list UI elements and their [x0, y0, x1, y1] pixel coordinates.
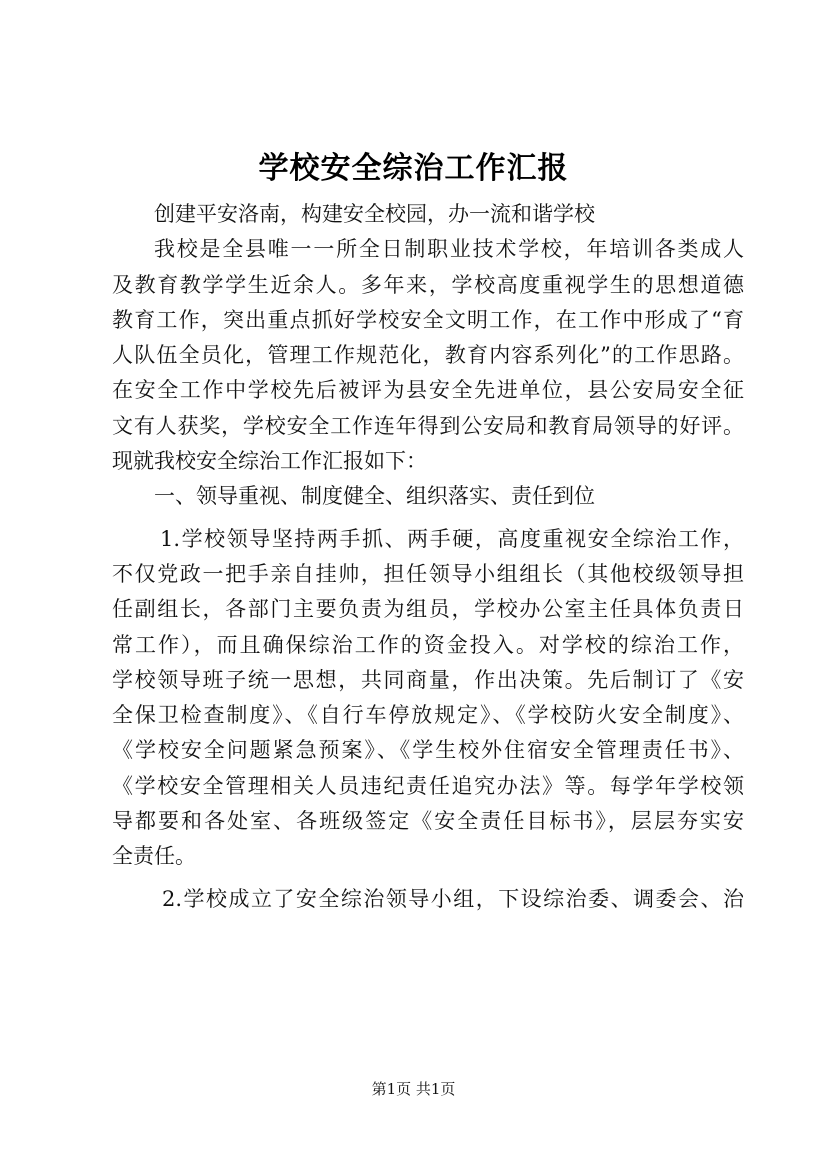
paragraph-line: 《学校安全问题紧急预案》、《学生校外住宿安全管理责任书》、	[112, 738, 744, 763]
paragraph-line: 1.学校领导坚持两手抓、两手硬，高度重视安全综治工作，	[160, 526, 744, 551]
paragraph-line: 导都要和各处室、各班级签定《安全责任目标书》，层层夯实安	[112, 809, 744, 834]
paragraph-line: 不仅党政一把手亲自挂帅，担任领导小组组长（其他校级领导担	[112, 561, 744, 586]
paragraph-line: 2.学校成立了安全综治领导小组，下设综治委、调委会、治	[162, 886, 744, 911]
paragraph-line: 我校是全县唯一一所全日制职业技术学校，年培训各类成人	[154, 237, 744, 262]
paragraph-line: 全保卫检查制度》、《自行车停放规定》、《学校防火安全制度》、	[112, 703, 744, 728]
page-number: 第1页 共1页	[371, 1080, 456, 1098]
paragraph-line: 《学校安全管理相关人员违纪责任追究办法》等。每学年学校领	[112, 773, 744, 798]
document-title: 学校安全综治工作汇报	[258, 151, 569, 186]
paragraph-line: 在安全工作中学校先后被评为县安全先进单位，县公安局安全征	[112, 378, 744, 403]
paragraph-line: 文有人获奖，学校安全工作连年得到公安局和教育局领导的好评。	[112, 413, 744, 438]
paragraph-line: 及教育教学学生近余人。多年来，学校高度重视学生的思想道德	[112, 272, 744, 297]
section-heading: 一、领导重视、制度健全、组织落实、责任到位	[154, 484, 595, 509]
document-body	[112, 197, 744, 917]
paragraph-line: 学校领导班子统一思想，共同商量，作出决策。先后制订了《安	[112, 667, 744, 692]
paragraph-line: 创建平安洛南，构建安全校园，办一流和谐学校	[154, 202, 595, 226]
paragraph-line: 常工作），而且确保综治工作的资金投入。对学校的综治工作，	[112, 632, 744, 657]
paragraph-line: 现就我校安全综治工作汇报如下：	[112, 449, 427, 474]
paragraph-line: 教育工作，突出重点抓好学校安全文明工作，在工作中形成了“育	[112, 307, 744, 332]
spacer	[112, 875, 744, 882]
paragraph-line: 人队伍全员化，管理工作规范化，教育内容系列化”的工作思路。	[112, 343, 744, 368]
spacer	[112, 515, 744, 522]
paragraph-line: 任副组长，各部门主要负责为组员，学校办公室主任具体负责日	[112, 597, 744, 622]
paragraph-line: 全责任。	[112, 844, 196, 869]
